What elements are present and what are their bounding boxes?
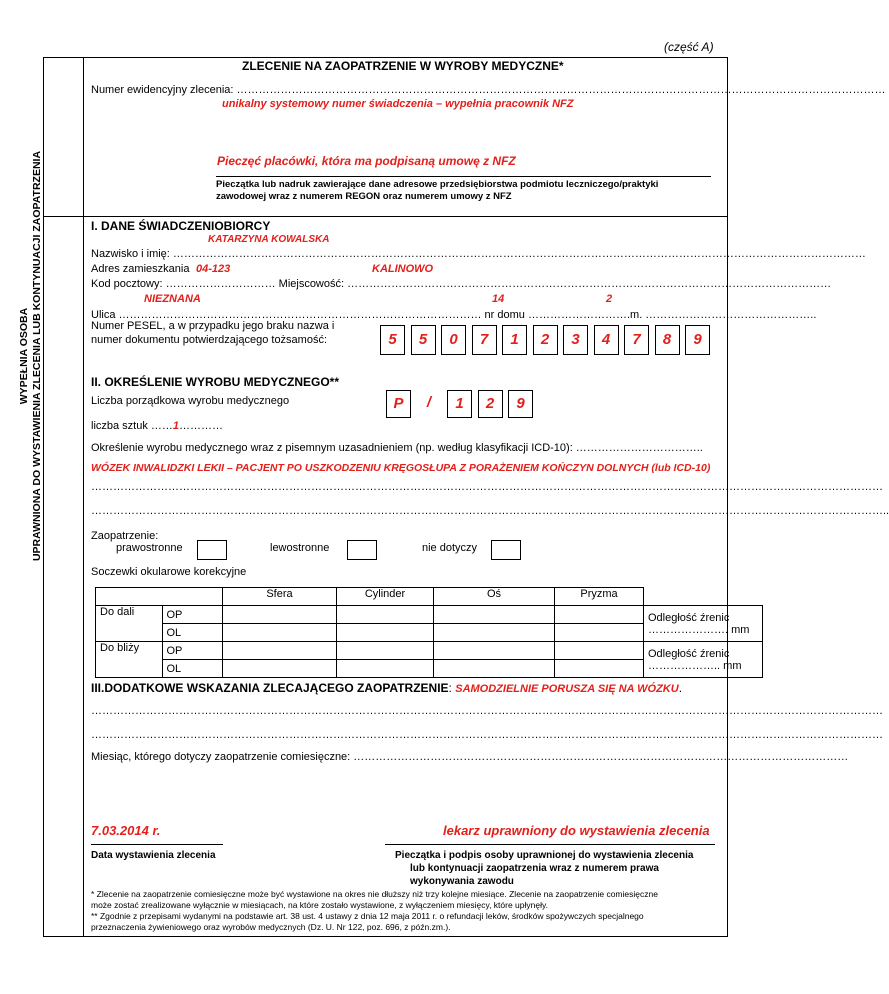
name-value: KATARZYNA KOWALSKA	[208, 234, 330, 245]
pesel-digit[interactable]: 5	[380, 325, 405, 355]
monthly-label: Miesiąc, którego dotyczy zaopatrzenie comiesięczne: ………………………………………………………………………………………………………………………	[91, 751, 849, 763]
ordinal-char[interactable]: 2	[478, 390, 503, 418]
pd-far-label: Odległość źrenic	[648, 611, 730, 624]
far-op: OP	[162, 606, 223, 624]
section3-value: SAMODZIELNIE PORUSZA SIĘ NA WÓZKU	[455, 683, 679, 695]
cell[interactable]	[337, 606, 434, 624]
lens-table	[95, 587, 763, 678]
cell[interactable]	[337, 624, 434, 642]
side-label-line1: WYPEŁNIA OSOBA	[18, 307, 30, 405]
cell[interactable]	[434, 624, 555, 642]
house-value: 14	[492, 293, 505, 305]
lens-corner-2	[162, 588, 223, 606]
city-value: KALINOWO	[372, 263, 434, 275]
col-axis: Oś	[434, 588, 555, 606]
section3-dots-1: ………………………………………………………………………………………………………………………………………………………………………………………………	[91, 705, 883, 717]
cell[interactable]	[434, 606, 555, 624]
pd-near-value: ……………….. mm	[648, 659, 742, 672]
side-separator	[43, 216, 84, 217]
pesel-digit[interactable]: 2	[533, 325, 558, 355]
stamp-line	[216, 176, 711, 177]
section3-line	[91, 681, 682, 695]
qty-label-b: …………	[179, 420, 224, 432]
pesel-digit[interactable]: 7	[472, 325, 497, 355]
section3-heading: III.DODATKOWE WSKAZANIA ZLECAJĄCEGO ZAOPATRZENIE	[91, 681, 449, 695]
cell[interactable]	[337, 642, 434, 660]
pesel-digit[interactable]: 3	[563, 325, 588, 355]
near-op: OP	[162, 642, 223, 660]
cell[interactable]	[337, 660, 434, 678]
na-checkbox[interactable]	[491, 540, 521, 560]
cell[interactable]	[555, 642, 644, 660]
date-label: Data wystawienia zlecenia	[91, 850, 216, 861]
sign-label-1: Pieczątka i podpis osoby uprawnionej do wystawienia zlecenia	[395, 850, 694, 861]
right-label: prawostronne	[116, 542, 183, 554]
postcode-value: 04-123	[196, 263, 231, 275]
col-sphere: Sfera	[223, 588, 337, 606]
cell[interactable]	[223, 660, 337, 678]
pesel-label-1: Numer PESEL, a w przypadku jego braku nazwa i	[91, 320, 335, 332]
date-line	[91, 844, 223, 845]
pesel-digit[interactable]: 8	[655, 325, 680, 355]
left-checkbox[interactable]	[347, 540, 377, 560]
cell[interactable]	[555, 660, 644, 678]
section2-heading: II. OKREŚLENIE WYROBU MEDYCZNEGO**	[91, 375, 340, 389]
name-label: Nazwisko i imię: ………………………………………………………………………………………………………………………………………………………………………	[91, 248, 866, 260]
section3-period: .	[678, 681, 683, 695]
street-label: Ulica ……………………………………………………………………………………… nr domu ……………………….m. ………………………………………..	[91, 309, 817, 321]
stamp-note: Pieczęć placówki, która ma podpisaną umowę z NFZ	[217, 154, 516, 168]
cell[interactable]	[223, 642, 337, 660]
sign-line	[385, 844, 715, 845]
left-label: lewostronne	[270, 542, 330, 554]
doctor-value: lekarz uprawniony do wystawienia zlecenia	[443, 823, 710, 838]
cell[interactable]	[223, 624, 337, 642]
section1-heading: I. DANE ŚWIADCZENIOBIORCY	[91, 219, 271, 233]
section-divider	[83, 216, 728, 217]
pesel-label-2: numer dokumentu potwierdzającego tożsamość:	[91, 334, 328, 346]
pesel-digit[interactable]: 4	[594, 325, 619, 355]
qty-label-a: liczba sztuk ……	[91, 420, 173, 432]
ordinal-char[interactable]: P	[386, 390, 411, 418]
side-label-line2: UPRAWNIONA DO WYSTAWIENIA ZLECENIA LUB KONTYNUACJI ZAOPATRZENIA	[31, 150, 43, 562]
qty-value: 1	[172, 420, 180, 432]
ordinal-char[interactable]: 1	[447, 390, 472, 418]
ordinal-char[interactable]: /	[426, 394, 432, 411]
sign-label-2: lub kontynuacji zaopatrzenia wraz z numerem prawa	[410, 863, 659, 874]
ordinal-label: Liczba porządkowa wyrobu medycznego	[91, 395, 290, 407]
postcode-label: Kod pocztowy: ………………………… Miejscowość: ……………………………………………………………………………………………………………………	[91, 278, 832, 290]
date-value: 7.03.2014 r.	[91, 823, 161, 838]
lens-corner	[96, 588, 163, 606]
note2-a: ** Zgodnie z przepisami wydanymi na podstawie art. 38 ust. 4 ustawy z dnia 12 maja 2011 r. o refundacji leków, środków spożywczych specjalnego	[91, 911, 644, 921]
desc-dots-2: ………………………………………………………………………………………………………………………………………………………………………………………………..	[91, 505, 889, 517]
pesel-digit[interactable]: 9	[685, 325, 710, 355]
side-label	[18, 56, 44, 656]
desc-value: WÓZEK INWALIDZKI LEKII – PACJENT PO USZKODZENIU KRĘGOSŁUPA Z PORAŻENIEM KOŃCZYN DOLNYCH (lub ICD-10)	[91, 462, 711, 474]
ordinal-char[interactable]: 9	[508, 390, 533, 418]
pesel-digit[interactable]: 0	[441, 325, 466, 355]
near-ol: OL	[162, 660, 223, 678]
form-title: ZLECENIE NA ZAOPATRZENIE W WYROBY MEDYCZNE*	[242, 59, 564, 73]
lenses-label: Soczewki okularowe korekcyjne	[91, 566, 247, 578]
flat-value: 2	[606, 293, 613, 305]
note1-b: może zostać zrealizowane wyłącznie w miesiącach, na które zostało wystawione, z wyłączeniem miesięcy, które upłynęły.	[91, 900, 548, 910]
pd-empty	[644, 588, 763, 606]
stamp-desc-1: Pieczątka lub nadruk zawierające dane adresowe przedsiębiorstwa podmiotu leczniczego/praktyki	[216, 179, 659, 190]
na-label: nie dotyczy	[422, 542, 478, 554]
locality-value: NIEZNANA	[144, 293, 201, 305]
pesel-digit[interactable]: 7	[624, 325, 649, 355]
address-label: Adres zamieszkania	[91, 263, 190, 275]
pd-far-value: …………………. mm	[648, 623, 750, 636]
cell[interactable]	[434, 660, 555, 678]
near-label: Do bliży	[96, 642, 163, 678]
section3-dots-2: ………………………………………………………………………………………………………………………………………………………………………………………………	[91, 729, 883, 741]
col-cylinder: Cylinder	[337, 588, 434, 606]
sign-label-3: wykonywania zawodu	[410, 876, 514, 887]
part-label: (część A)	[664, 40, 714, 54]
desc-dots-1: ………………………………………………………………………………………………………………………………………………………………………………………………	[91, 481, 883, 493]
note1-a: * Zlecenie na zaopatrzenie comiesięczne może być wystawione na okres nie dłuższy niż trzy kolejne miesiące. Zlecenie na zaopatrzenie comiesięczne	[91, 889, 658, 899]
far-ol: OL	[162, 624, 223, 642]
pesel-digit[interactable]: 5	[411, 325, 436, 355]
cell[interactable]	[434, 642, 555, 660]
note2-b: przeznaczenia żywieniowego oraz wyrobów medycznych (Dz. U. Nr 122, poz. 696, z późn.zm.).	[91, 922, 451, 932]
supply-label: Zaopatrzenie:	[91, 530, 159, 542]
right-checkbox[interactable]	[197, 540, 227, 560]
qty-label	[91, 420, 223, 432]
side-divider	[83, 57, 84, 937]
cell[interactable]	[555, 624, 644, 642]
pd-near-label: Odległość źrenic	[648, 647, 730, 660]
cell[interactable]	[223, 606, 337, 624]
cell[interactable]	[555, 606, 644, 624]
stamp-desc-2: zawodowej wraz z numerem REGON oraz numerem umowy z NFZ	[216, 191, 512, 202]
far-label: Do dali	[96, 606, 163, 642]
col-prism: Pryzma	[555, 588, 644, 606]
desc-label: Określenie wyrobu medycznego wraz z pisemnym uzasadnieniem (np. według klasyfikacji ICD-10): ……………………………..	[91, 442, 703, 454]
section3-colon: :	[448, 681, 452, 695]
record-number-note: unikalny systemowy numer świadczenia – wypełnia pracownik NFZ	[222, 98, 574, 110]
record-number-label: Numer ewidencyjny zlecenia: ……………………………………………………………………………………………………………………………………………………………	[91, 84, 886, 96]
pesel-digit[interactable]: 1	[502, 325, 527, 355]
